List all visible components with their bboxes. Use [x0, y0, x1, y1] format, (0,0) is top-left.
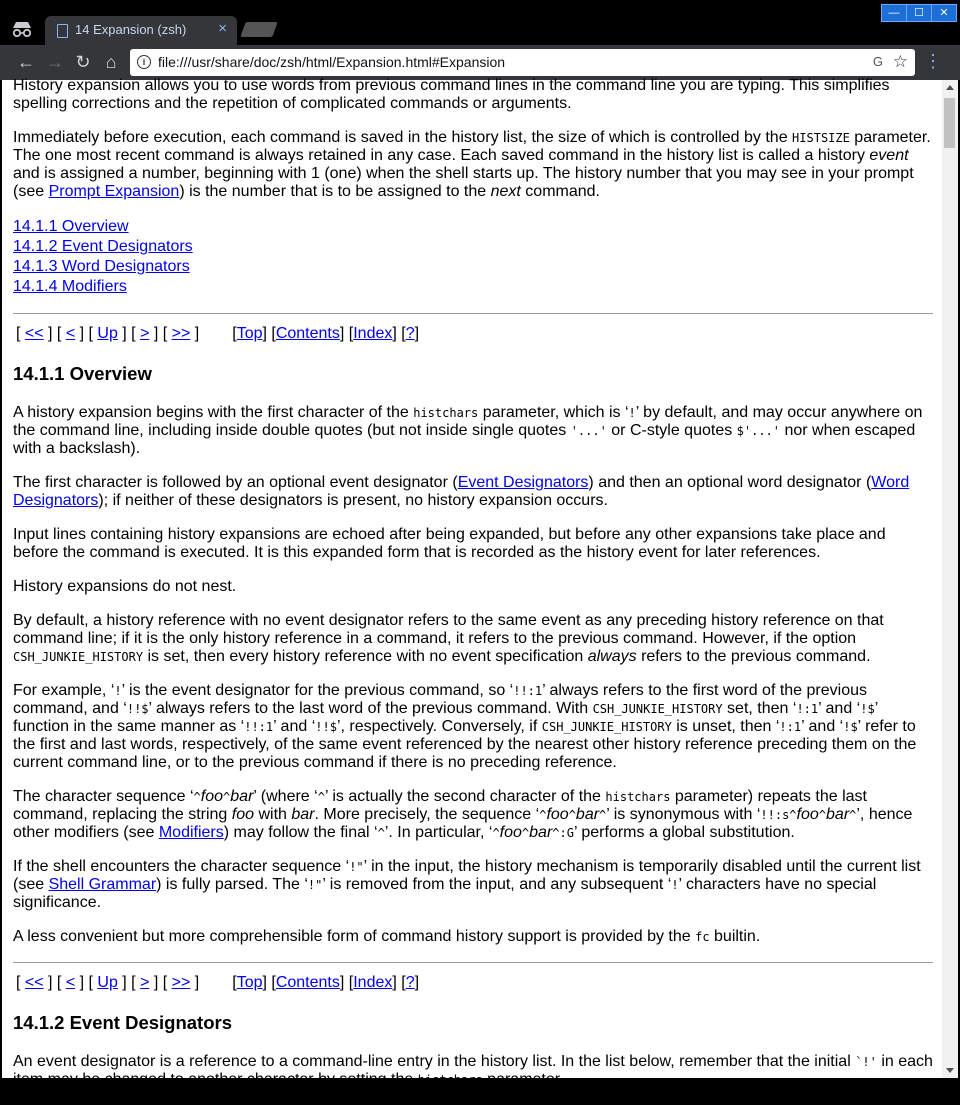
scroll-down-arrow-icon[interactable] [946, 1068, 954, 1073]
shell-grammar-link[interactable]: Shell Grammar [48, 876, 157, 893]
browser-menu-icon[interactable]: ⋮ [924, 51, 942, 71]
event-designators-paragraph: An event designator is a reference to a command-line entry in the history list. In the list below, remember that the initial `!' in each item may be changed to another character by setting the histchars parameter. [13, 1053, 933, 1088]
browser-tab[interactable] [45, 16, 237, 45]
vertical-scrollbar[interactable] [942, 80, 958, 1078]
new-tab-button[interactable] [240, 22, 277, 37]
page-nav-bar: [ << ] [ < ] [ Up ] [ > ] [ >> ] [Top] [Contents] [Index] [?] [16, 974, 420, 991]
modifiers-link[interactable]: Modifiers [158, 824, 224, 841]
nav-contents-link[interactable]: Contents [275, 974, 340, 991]
toc-link-event-designators[interactable]: 14.1.2 Event Designators [13, 238, 193, 255]
nav-up-link[interactable]: Up [97, 325, 118, 342]
minimize-button[interactable]: — [881, 4, 907, 22]
overview-paragraph-4: History expansions do not nest. [13, 578, 237, 595]
maximize-button[interactable]: ☐ [906, 4, 932, 22]
nav-first-link[interactable]: << [24, 325, 44, 342]
document-content [13, 77, 933, 1105]
overview-paragraph-2: The first character is followed by an optional event designator (Event Designators) and then an optional word designator (Word Designators); if neither of these designators is present, no history expansion occurs. [13, 474, 910, 509]
nav-first-link[interactable]: << [24, 974, 44, 991]
scrollbar-thumb[interactable] [944, 98, 955, 148]
toc-link-word-designators[interactable]: 14.1.3 Word Designators [13, 258, 190, 275]
page-nav-bar: [ << ] [ < ] [ Up ] [ > ] [ >> ] [Top] [Contents] [Index] [?] [16, 325, 420, 342]
browser-toolbar [0, 45, 960, 80]
divider [13, 962, 933, 963]
prompt-expansion-link[interactable]: Prompt Expansion [48, 183, 180, 200]
close-window-button[interactable]: ✕ [931, 4, 957, 22]
translate-icon[interactable]: G [872, 54, 883, 69]
word-designators-link[interactable]: Word Designators [13, 474, 910, 509]
nav-up-link[interactable]: Up [97, 974, 118, 991]
page-viewport [2, 77, 942, 1088]
nav-top-link[interactable]: Top [236, 325, 263, 342]
nav-contents-link[interactable]: Contents [275, 325, 340, 342]
section-menu [13, 217, 933, 297]
bookmark-star-icon[interactable]: ☆ [892, 52, 908, 71]
overview-paragraph-7: The character sequence ‘^foo^bar’ (where ‘^’ is actually the second character of the histchars parameter) repeats the last command, replacing the string foo with bar. More precisely, the sequence ‘^foo^bar^’ is synonymous with ‘!!:s^foo^bar^’, hence other modifiers (see Modifiers) may follow the final ‘^’. In particular, ‘^foo^bar^:G’ performs a global substitution. [13, 788, 913, 841]
document-icon [57, 24, 68, 38]
overview-paragraph-9: A less convenient but more comprehensible form of command history support is provided by the fc builtin. [13, 928, 761, 945]
nav-next-link[interactable]: > [140, 325, 150, 342]
toc-link-modifiers[interactable]: 14.1.4 Modifiers [13, 278, 127, 295]
url-text[interactable]: file:///usr/share/doc/zsh/html/Expansion.html#Expansion [158, 54, 506, 70]
scroll-up-arrow-icon[interactable] [946, 85, 954, 90]
address-bar[interactable] [130, 49, 915, 76]
event-designators-link[interactable]: Event Designators [457, 474, 589, 491]
tab-close-icon[interactable]: × [218, 20, 227, 37]
toc-link-overview[interactable]: 14.1.1 Overview [13, 218, 129, 235]
divider [13, 313, 933, 314]
overview-paragraph-5: By default, a history reference with no event designator refers to the same event as any preceding history reference on that command line; if it is the only history reference in a command, it refers to the previous command. However, if the option CSH_JUNKIE_HISTORY is set, then every history reference with no event specification always refers to the previous command. [13, 612, 884, 665]
title-bar [0, 0, 960, 45]
home-icon[interactable]: ⌂ [105, 52, 117, 72]
nav-top-link[interactable]: Top [236, 974, 263, 991]
overview-paragraph-6: For example, ‘!’ is the event designator for the previous command, so ‘!!:1’ always refers to the first word of the previous command, and ‘!!$’ always refers to the last word of the previous command. With CSH_JUNKIE_HISTORY set, then ‘!:1’ and ‘!$’ function in the same manner as ‘!!:1’ and ‘!!$’, respectively. Conversely, if CSH_JUNKIE_HISTORY is unset, then ‘!:1’ and ‘!$’ refer to the first and last words, respectively, of the same event referenced by the nearest other history reference preceding them on the current command line, or to the previous command if there is no preceding reference. [13, 682, 917, 771]
nav-help-link[interactable]: ? [405, 325, 415, 342]
nav-index-link[interactable]: Index [353, 325, 393, 342]
forward-arrow-icon[interactable]: → [46, 52, 64, 72]
info-icon[interactable]: i [137, 55, 151, 69]
incognito-icon [10, 20, 34, 38]
nav-last-link[interactable]: >> [171, 325, 191, 342]
overview-paragraph-1: A history expansion begins with the first character of the histchars parameter, which is ‘!’ by default, and may occur anywhere on the command line, including inside double quotes (but not inside single quotes '...' or C-style quotes $'...' nor when escaped with a backslash). [13, 404, 923, 457]
back-arrow-icon[interactable]: ← [17, 52, 35, 72]
nav-last-link[interactable]: >> [171, 974, 191, 991]
heading-event-designators: 14.1.2 Event Designators [13, 1012, 233, 1033]
reload-icon[interactable]: ↻ [75, 52, 91, 72]
overview-paragraph-8: If the shell encounters the character sequence ‘!"’ in the input, the history mechanism is temporarily disabled until the current list (see Shell Grammar) is fully parsed. The ‘!"’ is removed from the input, and any subsequent ‘!’ characters have no special significance. [13, 858, 921, 911]
heading-overview: 14.1.1 Overview [13, 363, 152, 384]
nav-index-link[interactable]: Index [353, 974, 393, 991]
nav-prev-link[interactable]: < [65, 325, 76, 342]
nav-next-link[interactable]: > [140, 974, 150, 991]
history-list-paragraph: Immediately before execution, each command is saved in the history list, the size of which is controlled by the HISTSIZE parameter. The one most recent command is always retained in any case. Each saved command in the history list is called a history event and is assigned a number, beginning with 1 (one) when the shell starts up. The history number that you may see in your prompt (see Prompt Expansion) is the number that is to be assigned to the next command. [13, 129, 931, 200]
tab-title: 14 Expansion (zsh) [75, 22, 187, 37]
nav-help-link[interactable]: ? [405, 974, 415, 991]
intro-paragraph: History expansion allows you to use words from previous command lines in the command line you are typing. This simplifies spelling corrections and the repetition of complicated commands or arguments. [13, 77, 890, 112]
overview-paragraph-3: Input lines containing history expansions are echoed after being expanded, but before any other expansions take place and before the command is executed. It is this expanded form that is recorded as the history event for later references. [13, 526, 886, 561]
nav-prev-link[interactable]: < [65, 974, 76, 991]
